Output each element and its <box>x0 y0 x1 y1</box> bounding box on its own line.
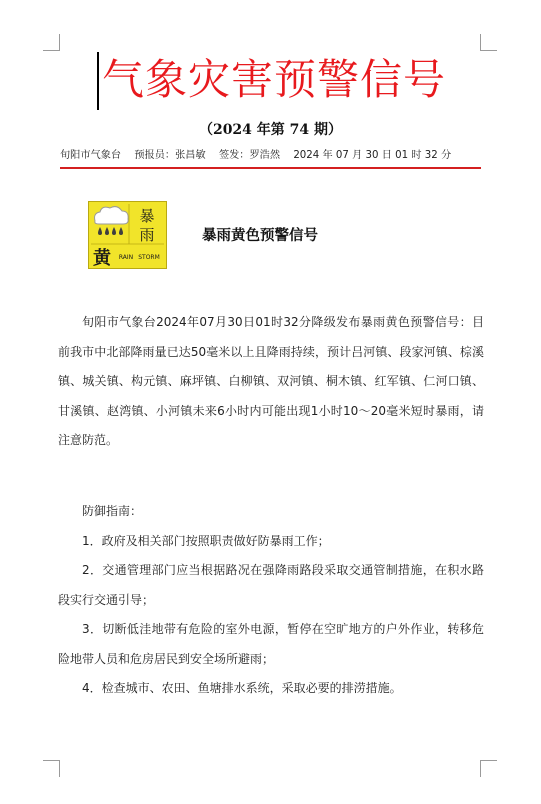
guide-item[interactable]: 1．政府及相关部门按照职责做好防暴雨工作； <box>82 533 330 548</box>
raindrops-icon <box>98 227 123 235</box>
issue-datetime[interactable]: 2024 年 07 月 30 日 01 时 32 分 <box>293 150 452 161</box>
reporter[interactable]: 预报员：张昌敏 <box>134 150 206 161</box>
icon-char-middle: 雨 <box>139 226 155 244</box>
icon-caption-right: STORM <box>138 254 160 261</box>
text-cursor <box>97 52 99 110</box>
page-corner-mark <box>43 760 60 777</box>
guide-heading[interactable]: 防御指南： <box>82 504 143 518</box>
warning-paragraph[interactable]: 旬阳市气象台2024年07月30日01时32分降级发布暴雨黄色预警信号：目前我市中北部降雨量已达50毫米以上且降雨持续，预计吕河镇、段家河镇、棕溪镇、城关镇、构元镇、麻坪镇、白柳镇、双河镇、桐木镇、红军镇、仁河口镇、甘溪镇、赵湾镇、小河镇未来6小时内可能出现1小时10～20毫米短时暴雨，请注意防范。 <box>58 315 484 447</box>
warning-heading[interactable]: 暴雨黄色预警信号 <box>202 227 318 244</box>
icon-char-bottom: 黄 <box>93 248 111 268</box>
guide-item[interactable]: 3．切断低洼地带有危险的室外电源，暂停在空旷地方的户外作业，转移危险地带人员和危房居民到安全场所避雨； <box>58 622 484 666</box>
red-divider <box>60 167 481 169</box>
cloud-icon <box>95 207 129 224</box>
issuer-info-line <box>60 146 490 161</box>
page-corner-mark <box>480 760 497 777</box>
signer[interactable]: 签发：罗浩然 <box>218 150 281 161</box>
document-title[interactable]: 气象灾害预警信号 <box>102 55 447 104</box>
defense-guide <box>58 497 484 704</box>
warning-body <box>58 308 484 456</box>
page-corner-mark <box>43 34 60 51</box>
icon-caption-left: RAIN <box>118 254 134 261</box>
page-corner-mark <box>480 34 497 51</box>
guide-item[interactable]: 2．交通管理部门应当根据路况在强降雨路段采取交通管制措施，在积水路段实行交通引导； <box>58 563 484 607</box>
guide-item[interactable]: 4．检查城市、农田、鱼塘排水系统，采取必要的排涝措施。 <box>82 681 402 695</box>
rainstorm-yellow-warning-icon <box>88 201 167 269</box>
issue-number[interactable]: （2024 年第 74 期） <box>198 122 343 138</box>
issuer[interactable]: 旬阳市气象台 <box>60 150 122 161</box>
icon-char-top: 暴 <box>139 207 155 225</box>
